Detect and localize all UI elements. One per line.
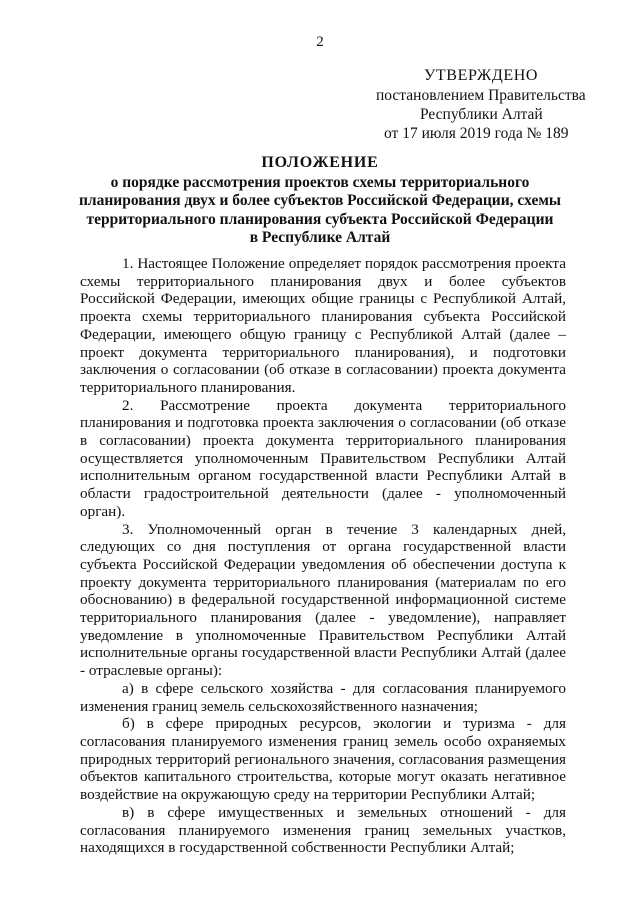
approval-title: УТВЕРЖДЕНО <box>424 67 539 84</box>
approval-line-1: постановлением Правительства <box>376 87 586 104</box>
document-title-line-1: о порядке рассмотрения проектов схемы территориального <box>110 173 530 191</box>
page-number: 2 <box>316 34 324 50</box>
paragraph-1: 1. Настоящее Положение определяет порядок рассмотрения проекта схемы территориального планирования двух и более субъектов Российской Федерации, имеющих общие границы с Республикой Алтай, проекта схемы территориального планирования субъекта Российской Федерации, имеющего общую границу с Республикой Алтай (далее – проект документа территориального планирования), и подготовки заключения о согласовании (об отказе в согласовании) проекта документа территориального планирования. <box>80 255 566 396</box>
document-title-line-4: в Республике Алтай <box>249 229 391 246</box>
paragraph-3b: б) в сфере природных ресурсов, экологии и туризма - для согласования планируемого изменения границ земель особо охраняемых природных территорий регионального значения, согласования размещения объектов капитального строительства, которые могут оказать негативное воздействие на окружающую среду на территории Республики Алтай; <box>80 715 566 804</box>
paragraph-2: 2. Рассмотрение проекта документа территориального планирования и подготовка проекта заключения о согласовании (об отказе в согласовании) проекта документа территориального планирования осуществляется уполномоченным Правительством Республики Алтай исполнительным органом государственной власти Республики Алтай в области градостроительной деятельности (далее - уполномоченный орган). <box>80 396 566 520</box>
document-title-main: ПОЛОЖЕНИЕ <box>261 154 379 171</box>
document-title <box>70 154 570 248</box>
document-title-line-2: планирования двух и более субъектов Российской Федерации, схемы <box>78 192 561 209</box>
approval-line-2: Республики Алтай <box>420 106 543 123</box>
document-title-line-3: территориального планирования субъекта Российской Федерации <box>86 210 554 228</box>
paragraph-3a: а) в сфере сельского хозяйства - для согласования планируемого изменения границ земель сельскохозяйственного назначения; <box>80 679 566 715</box>
paragraph-3c: в) в сфере имущественных и земельных отношений - для согласования планируемого изменения границ земельных участков, находящихся в государственной собственности Республики Алтай; <box>80 803 566 857</box>
paragraph-3: 3. Уполномоченный орган в течение 3 календарных дней, следующих со дня поступления от органа государственной власти субъекта Российской Федерации уведомления об обеспечении доступа к проекту документа территориального планирования (материалам по его обоснованию) в федеральной государственной информационной системе территориального планирования (далее - уведомление), направляет уведомление в уполномоченные Правительством Республики Алтай исполнительные органы государственной власти Республики Алтай (далее - отраслевые органы): <box>80 520 566 680</box>
approval-line-3: от 17 июля 2019 года № 189 <box>384 125 569 142</box>
document-body <box>80 255 566 857</box>
approval-stamp <box>376 66 586 143</box>
